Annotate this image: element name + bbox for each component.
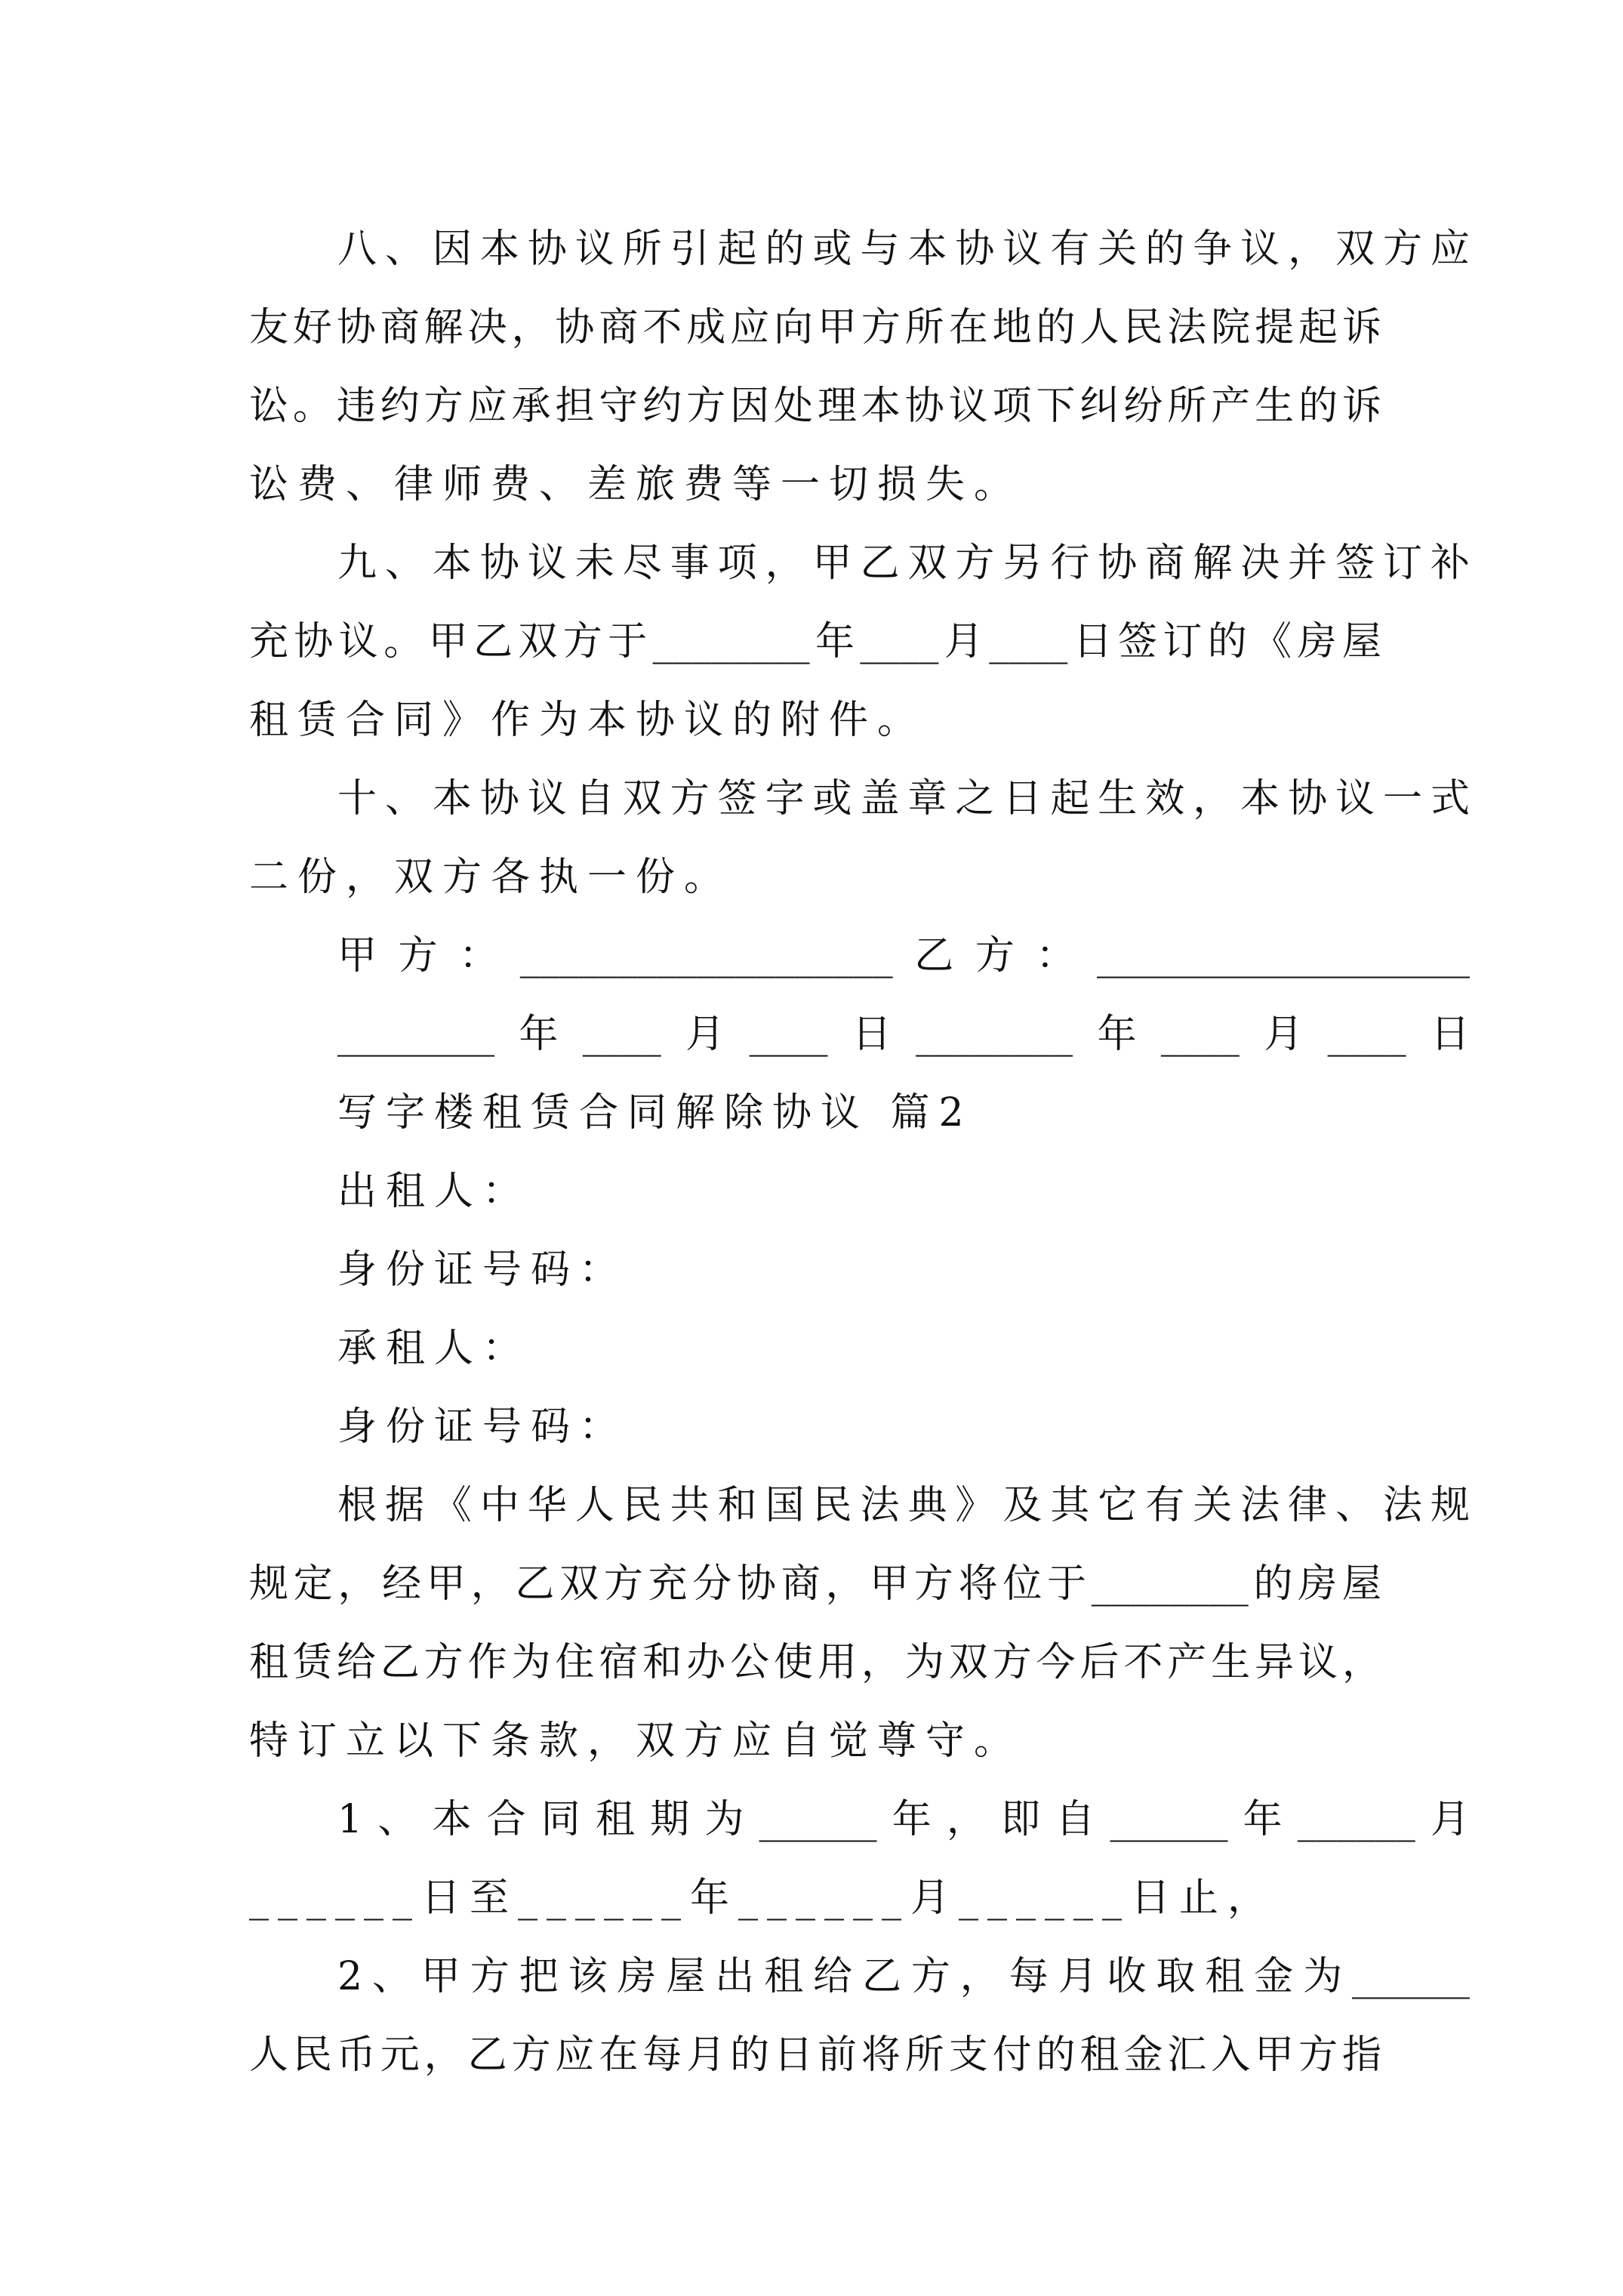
clause-1-line-2: ______日至______年______月______日止， bbox=[249, 1875, 1277, 1921]
paragraph-8-line-2: 友好协商解决，协商不成应向甲方所在地的人民法院提起诉 bbox=[249, 305, 1381, 350]
preamble-line-3: 租赁给乙方作为住宿和办公使用，为双方今后不产生异议， bbox=[249, 1640, 1381, 1685]
signature-parties-line: 甲方：___________________乙方：___________________ bbox=[337, 933, 1470, 978]
clause-2-line-1: 2、甲方把该房屋出租给乙方，每月收取租金为______ bbox=[337, 1954, 1470, 1999]
section-heading: 写字楼租赁合同解除协议 篇2 bbox=[337, 1090, 973, 1136]
signature-dates-line: ________年____月____日________年____月____日 bbox=[337, 1012, 1470, 1057]
paragraph-8-line-3: 讼。违约方应承担守约方因处理本协议项下纠纷所产生的诉 bbox=[249, 384, 1381, 429]
lessee-label: 承租人： bbox=[337, 1326, 531, 1371]
lessor-id-label: 身份证号码： bbox=[337, 1247, 628, 1293]
paragraph-9-line-3: 租赁合同》作为本协议的附件。 bbox=[249, 698, 926, 743]
clause-2-line-2: 人民币元，乙方应在每月的日前将所支付的租金汇入甲方指 bbox=[249, 2032, 1381, 2078]
paragraph-8-line-1: 八、因本协议所引起的或与本协议有关的争议，双方应 bbox=[337, 227, 1470, 272]
paragraph-9-line-2: 充协议。甲乙双方于________年____月____日签订的《房屋 bbox=[249, 619, 1381, 664]
preamble-line-2: 规定，经甲，乙双方充分协商，甲方将位于________的房屋 bbox=[249, 1561, 1381, 1607]
paragraph-9-line-1: 九、本协议未尽事项，甲乙双方另行协商解决并签订补 bbox=[337, 541, 1470, 586]
lessor-label: 出租人： bbox=[337, 1169, 531, 1214]
paragraph-10-line-2: 二份，双方各执一份。 bbox=[249, 855, 733, 900]
lessee-id-label: 身份证号码： bbox=[337, 1404, 628, 1450]
clause-1-line-1: 1、本合同租期为______年，即自______年______月 bbox=[337, 1797, 1470, 1842]
paragraph-10-line-1: 十、本协议自双方签字或盖章之日起生效，本协议一式 bbox=[337, 776, 1470, 821]
paragraph-8-line-4: 讼费、律师费、差旅费等一切损失。 bbox=[249, 462, 1023, 507]
preamble-line-4: 特订立以下条款，双方应自觉尊守。 bbox=[249, 1718, 1023, 1764]
preamble-line-1: 根据《中华人民共和国民法典》及其它有关法律、法规 bbox=[337, 1483, 1470, 1528]
